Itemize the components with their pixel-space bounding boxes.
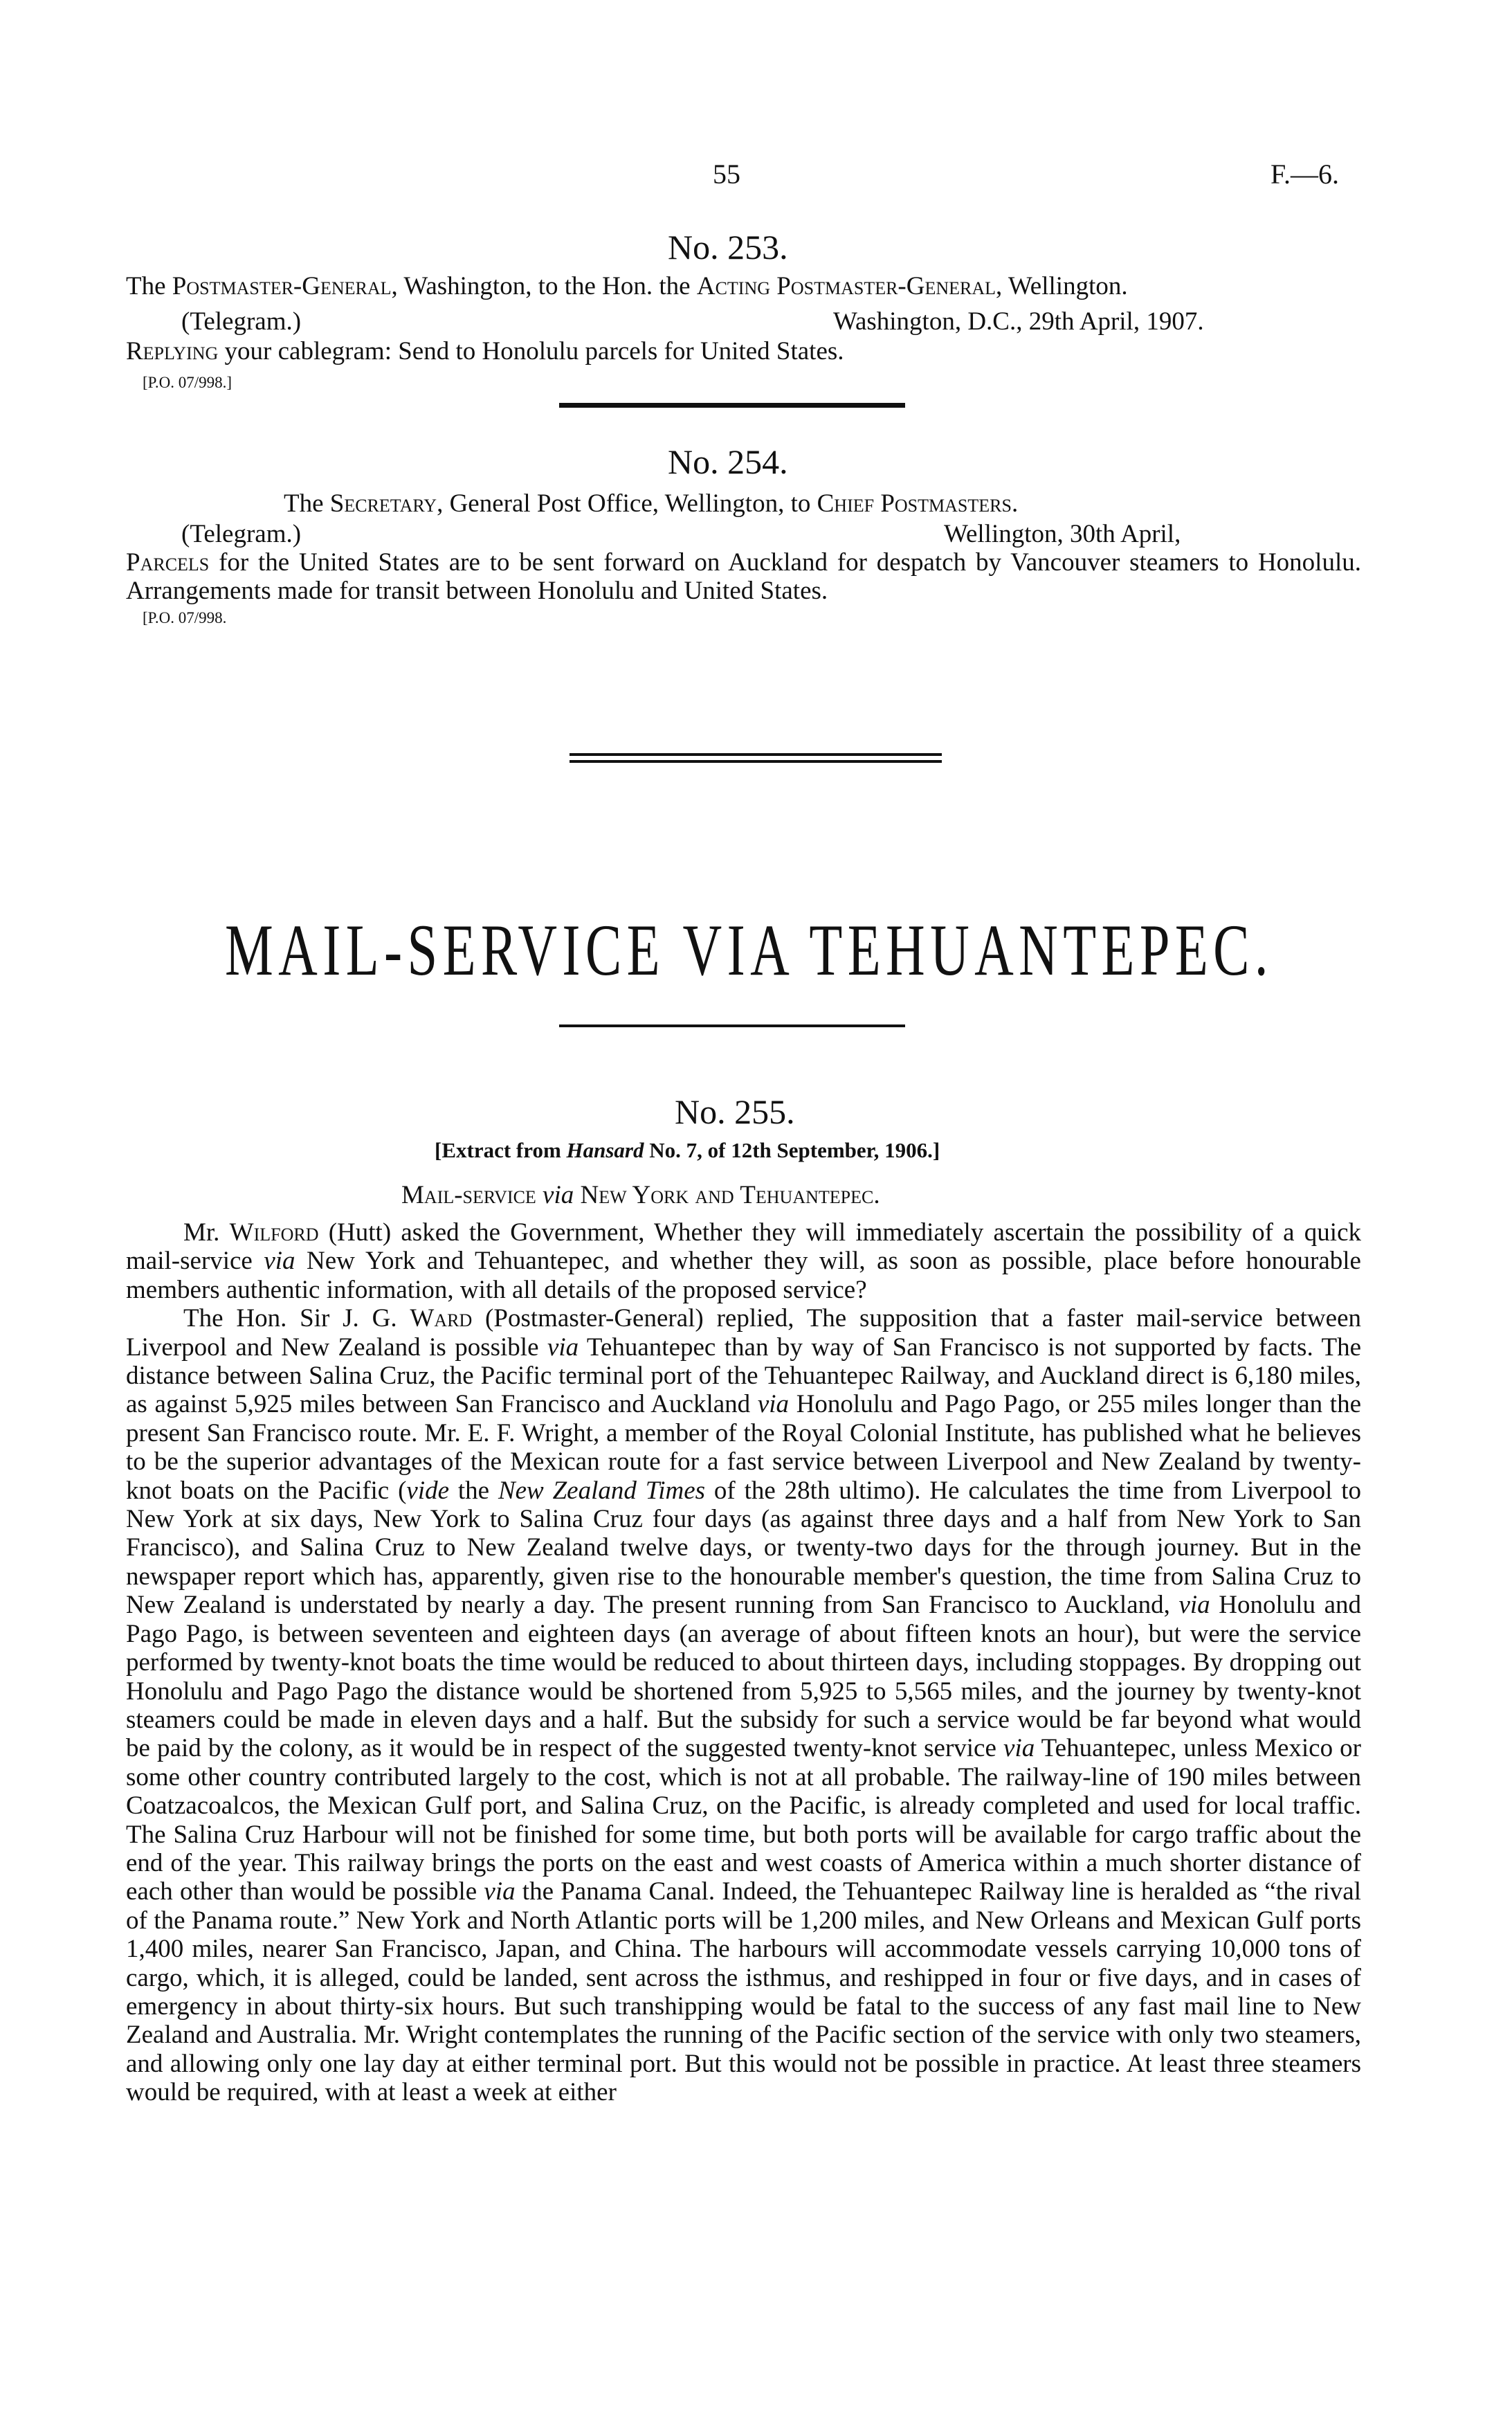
item-253-telegram-label: (Telegram.) [181,307,302,336]
item-254-addressee: The Secretary, General Post Office, Wellington, to Chief Postmasters. [284,489,1019,518]
title-underline [559,1024,905,1027]
text-run: via [757,1390,790,1419]
item-253-addressee: The Postmaster-General, Washington, to the Hon. the Acting Postmaster-General, Wellington. [126,272,1128,300]
text-run: via [547,1333,579,1362]
text-run: Wilford [229,1218,319,1247]
text-run: (Hutt) asked the Government, Whether they will immediately ascertain the possibility of a quick mail-service [126,1218,1361,1276]
text-run: New York and Tehuantepec, and whether they will, as soon as possible, place before honourable members authentic information, with all details of the proposed service? [126,1247,1361,1304]
item-253-body: Replying your cablegram: Send to Honolulu parcels for United States. [126,337,844,365]
text-run: the Panama Canal. Indeed, the Tehuantepec Railway line is heralded as “the rival of the Panama route.” New York and North Atlantic ports will be 1,200 miles, and New Orleans and Mexican Gulf ports 1,400 miles, nearer San Francisco, Japan, and China. The harbours will accommodate vessels carrying 10,000 tons of cargo, which, it is alleged, could be landed, sent across the isthmus, and reshipped in four or five days, and in cases of emergency in about thirty-six hours. But such transhipping would be fatal to the success of any fast mail line to New Zealand and Australia. Mr. Wright contemplates the running of the Pacific section of the service with only two steamers, and allowing only one lay day at either terminal port. But this would not be possible in practice. At least three steamers would be required, with at least a week at either [126,1877,1361,2107]
text-run: (Postmaster-General) replied, The supposition that a faster mail-service between Liverpool and New Zealand is possible [126,1304,1361,1362]
text-run: Tehuantepec, unless Mexico or some other country contributed largely to the cost, which is not at all probable. The railway-line of 190 miles between Coatzacoalcos, the Mexican Gulf port, and Salina Cruz, on the Pacific, is already completed and used for local traffic. The Salina Cruz Harbour will not be finished for some time, but both ports will be available for cargo traffic about the end of the year. This railway brings the ports on the east and west coasts of America within a much shorter distance of each other than would be possible [126,1734,1361,1906]
text-run: of the 28th ultimo). He calculates the time from Liverpool to New York at six days, New York to Salina Cruz four days (as against three days and a half from New York to San Francisco), and Salina Cruz to New Zealand twelve days, or twenty-two days for the through journey. But in the newspaper report which has, apparently, given rise to the honourable member's question, the time from Salina Cruz to New Zealand is understated by nearly a day. The present running from San Francisco to Auckland, [126,1476,1362,1620]
double-rule-top [570,753,942,756]
item-253-reference: [P.O. 07/998.] [143,374,233,391]
text-run: The Hon. Sir J. G. [183,1304,410,1333]
text-run: via [484,1877,516,1906]
series-code: F.—6. [1270,159,1340,190]
item-254-reference: [P.O. 07/998. [143,609,227,626]
text-run: Mr. [183,1218,230,1247]
text-run: vide [406,1476,450,1505]
body-text [126,1218,1361,2107]
item-number-254: No. 254. [668,442,788,481]
item-254-body: Parcels for the United States are to be sent forward on Auckland for despatch by Vancouver steamers to Honolulu. Arrangements made for transit between Honolulu and United States. [126,548,1361,606]
text-run: the [449,1476,498,1505]
text-run: Honolulu and Pago Pago, is between seventeen and eighteen days (an average of about fifteen knots an hour), but were the service performed by twenty-knot boats the time would be reduced to about thirteen days, including stoppages. By dropping out Honolulu and Pago Pago the distance would be shortened from 5,925 to 5,565 miles, and the journey by twenty-knot steamers could be made in eleven days and a half. But the subsidy for such a service would be far beyond what would be paid by the colony, as it would be in respect of the suggested twenty-knot service [126,1591,1362,1763]
text-run: via [1178,1591,1210,1620]
item-253-dateline: Washington, D.C., 29th April, 1907. [833,307,1204,336]
double-rule-bottom [570,760,942,763]
text-run: Tehuantepec than by way of San Francisco is not supported by facts. The distance between Salina Cruz, the Pacific terminal port of the Tehuantepec Railway, and Auckland direct is 6,180 miles, as against 5,925 miles between San Francisco and Auckland [126,1333,1361,1419]
text-run: Ward [410,1304,473,1333]
item-number-253: No. 253. [668,228,788,267]
text-run: via [1003,1734,1035,1763]
section-title: MAIL-SERVICE VIA TEHUANTEPEC. [225,910,1273,991]
item-number-255: No. 255. [675,1092,795,1131]
text-run: Honolulu and Pago Pago, or 255 miles longer than the present San Francisco route. Mr. E. F. Wright, a member of the Royal Colonial Institute, has published what he believes to be the superior advantages of the Mexican route for a fast service between Liverpool and New Zealand by twenty-knot boats on the Pacific ( [126,1390,1361,1505]
paragraph-question [126,1218,1361,1304]
paragraph-reply [126,1304,1361,2106]
hansard-extract-note: [Extract from Hansard No. 7, of 12th September, 1906.] [435,1138,940,1162]
question-heading: Mail-service via New York and Tehuantepec. [401,1181,880,1209]
text-run: via [264,1247,295,1276]
item-254-dateline: Wellington, 30th April, [944,520,1181,548]
page-number: 55 [713,159,740,190]
text-run: New Zealand Times [498,1476,706,1505]
item-254-telegram-label: (Telegram.) [181,520,302,548]
divider-rule [559,403,905,408]
